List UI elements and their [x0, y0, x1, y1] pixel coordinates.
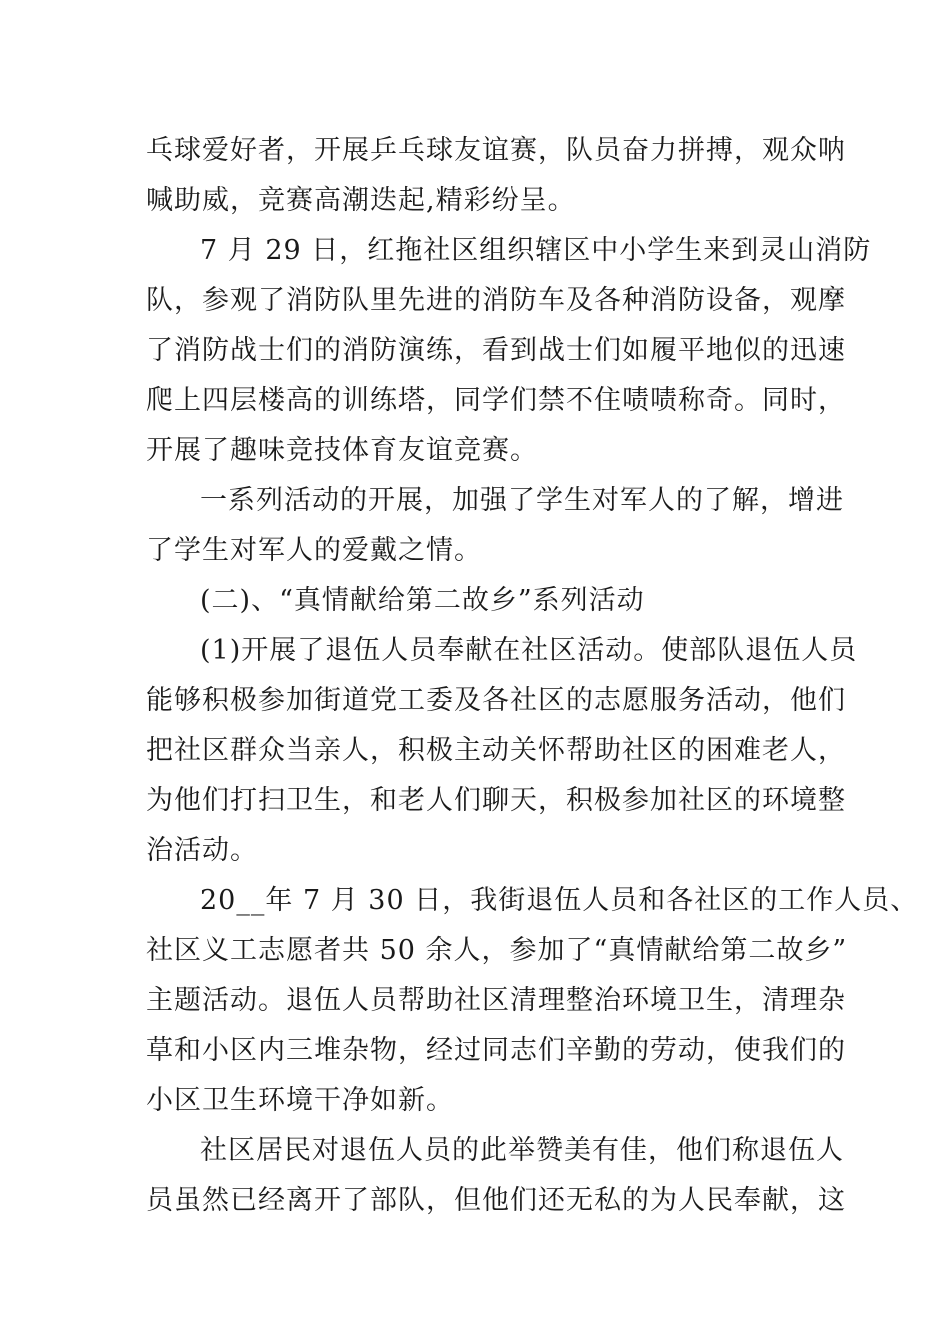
text-line: 队，参观了消防队里先进的消防车及各种消防设备，观摩 [146, 285, 846, 316]
text-line: 20__年 7 月 30 日，我街退伍人员和各社区的工作人员、 [200, 885, 919, 916]
text-line: 把社区群众当亲人，积极主动关怀帮助社区的困难老人， [146, 735, 846, 766]
text-line: 社区居民对退伍人员的此举赞美有佳，他们称退伍人 [200, 1135, 844, 1166]
text-line: 主题活动。退伍人员帮助社区清理整治环境卫生，清理杂 [146, 985, 846, 1016]
text-line: 开展了趣味竞技体育友谊竞赛。 [146, 435, 538, 466]
text-line: 草和小区内三堆杂物，经过同志们辛勤的劳动，使我们的 [146, 1035, 846, 1066]
text-line: (1)开展了退伍人员奉献在社区活动。使部队退伍人员 [200, 635, 858, 666]
text-line: 了学生对军人的爱戴之情。 [146, 535, 482, 566]
text-line: 为他们打扫卫生，和老人们聊天，积极参加社区的环境整 [146, 785, 846, 816]
text-line: 爬上四层楼高的训练塔，同学们禁不住啧啧称奇。同时， [146, 385, 846, 416]
text-line: 一系列活动的开展，加强了学生对军人的了解，增进 [200, 485, 844, 516]
text-line: 社区义工志愿者共 50 余人，参加了“真情献给第二故乡” [146, 935, 848, 966]
text-line: 治活动。 [146, 835, 258, 866]
text-line: 能够积极参加街道党工委及各社区的志愿服务活动，他们 [146, 685, 846, 716]
text-line: 喊助威，竞赛高潮迭起,精彩纷呈。 [146, 185, 576, 216]
text-line: 员虽然已经离开了部队，但他们还无私的为人民奉献，这 [146, 1185, 846, 1216]
text-line: 7 月 29 日，红拖社区组织辖区中小学生来到灵山消防 [200, 235, 872, 266]
text-line: (二)、“真情献给第二故乡”系列活动 [200, 585, 645, 616]
text-line: 乓球爱好者，开展乒乓球友谊赛，队员奋力拼搏，观众呐 [146, 135, 846, 166]
text-line: 小区卫生环境干净如新。 [146, 1085, 454, 1116]
text-line: 了消防战士们的消防演练，看到战士们如履平地似的迅速 [146, 335, 846, 366]
body-text [146, 126, 919, 1226]
